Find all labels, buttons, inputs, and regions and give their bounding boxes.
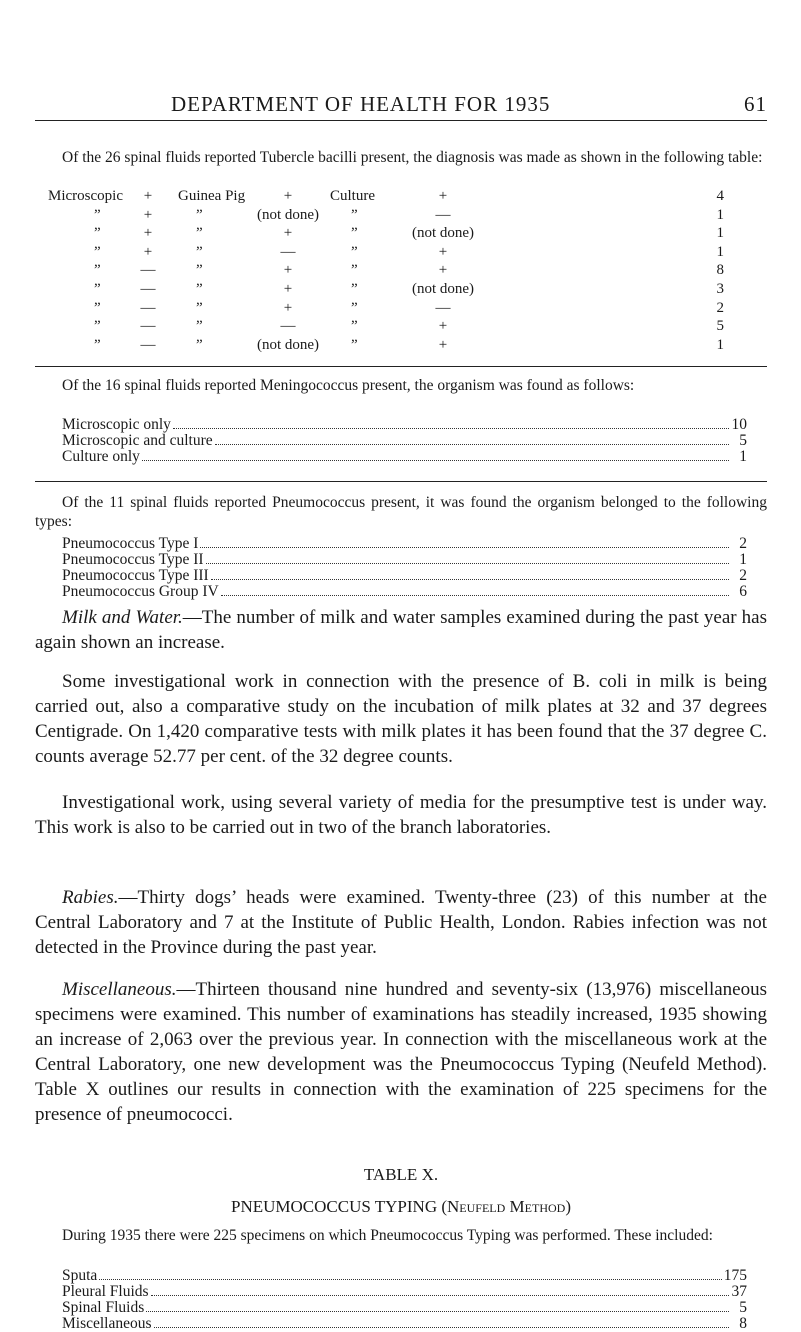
dot-leader — [206, 563, 729, 564]
tubercle-cell-m2: — — [140, 336, 156, 353]
tubercle-cell-c1: ” — [351, 318, 358, 335]
tubercle-cell-g2: (not done) — [256, 336, 320, 353]
tubercle-cell-c2: — — [435, 206, 451, 223]
tubercle-cell-g2: — — [280, 318, 296, 335]
tubercle-cell-n: 1 — [716, 336, 724, 353]
list-item — [62, 536, 747, 552]
tubercle-cell-n: 1 — [716, 206, 724, 223]
miscellaneous-heading: Miscellaneous. — [62, 979, 177, 1000]
section-rule-1 — [35, 366, 767, 367]
tubercle-cell-c2: + — [438, 336, 448, 353]
list-item-value: 1 — [739, 551, 747, 568]
tubercle-cell-m2: + — [143, 225, 153, 242]
tubercle-cell-m1: ” — [94, 243, 101, 260]
list-item-value: 5 — [739, 432, 747, 449]
list-item-label: Pleural Fluids — [62, 1283, 149, 1300]
tubercle-cell-n: 1 — [716, 243, 724, 260]
dot-leader — [211, 579, 729, 580]
tubercle-cell-m1: ” — [94, 206, 101, 223]
tubercle-cell-m1: ” — [94, 336, 101, 353]
list-item-label: Pneumococcus Group IV — [62, 583, 219, 600]
tubercle-cell-c1: ” — [351, 206, 358, 223]
list-item-value: 6 — [739, 583, 747, 600]
tubercle-cell-g1: Guinea Pig — [178, 188, 246, 204]
tubercle-cell-g1: ” — [196, 281, 203, 297]
tubercle-cell-g2: + — [283, 225, 293, 242]
list-item-value: 2 — [739, 535, 747, 552]
list-item-label: Microscopic only — [62, 416, 171, 433]
tubercle-cell-m2: — — [140, 318, 156, 335]
miscellaneous-text: —Thirteen thousand nine hundred and seventy-six (13,976) miscellaneous specimens were examined. This number of examinations has steadily increased, 1935 showing an increase of 2,063 over the previous year. In connection with the miscellaneous work at the Central Laboratory, one new development was the Pneumococcus Typing (Neufeld Method). Table X outlines our results in connection with the examination of 225 specimens for the presence of pneumococci. — [35, 979, 767, 1125]
tubercle-cell-g1: ” — [196, 206, 203, 223]
tubercle-cell-m2: — — [140, 262, 156, 279]
miscellaneous-paragraph — [35, 977, 767, 1127]
tubercle-cell-g1: ” — [196, 225, 203, 242]
list-item-value: 175 — [723, 1267, 747, 1284]
tubercle-cell-m1: ” — [94, 281, 101, 297]
list-item — [62, 449, 747, 465]
tubercle-cell-c1: ” — [351, 243, 358, 260]
list-item — [62, 417, 747, 433]
list-item — [62, 552, 747, 568]
rabies-paragraph — [35, 885, 767, 960]
tubercle-cell-c2: (not done) — [411, 281, 475, 297]
list-item — [62, 1284, 747, 1300]
tubercle-cell-n: 8 — [716, 262, 724, 279]
tubercle-cell-m1: ” — [94, 262, 101, 279]
tubercle-cell-c1: ” — [351, 225, 358, 242]
tubercle-cell-n: 5 — [716, 318, 724, 335]
list-item-label: Sputa — [62, 1267, 98, 1284]
list-item — [62, 433, 747, 449]
tubercle-cell-g1: ” — [196, 299, 203, 316]
tubercle-cell-c2: + — [438, 188, 448, 204]
tubercle-cell-g1: ” — [196, 262, 203, 279]
tubercle-cell-g2: + — [283, 262, 293, 279]
dot-leader — [173, 428, 729, 429]
list-item-label: Culture only — [62, 448, 140, 465]
tubercle-cell-c1: Culture — [330, 188, 375, 204]
list-item-label: Pneumococcus Type II — [62, 551, 204, 568]
pneumococcus-intro: Of the 11 spinal fluids reported Pneumococcus present, it was found the organism belonged to the following types: — [35, 494, 767, 530]
tubercle-table — [0, 188, 801, 358]
list-item-label: Spinal Fluids — [62, 1299, 145, 1316]
dot-leader — [146, 1311, 729, 1312]
tubercle-cell-c2: — — [435, 299, 451, 316]
list-item-value: 1 — [739, 448, 747, 465]
page-header — [35, 92, 767, 118]
dot-leader — [99, 1279, 721, 1280]
dot-leader — [142, 460, 729, 461]
tubercle-cell-m2: + — [143, 206, 153, 223]
tubercle-cell-g2: (not done) — [256, 206, 320, 223]
investigational-paragraph: Investigational work, using several variety of media for the presumptive test is under way. This work is also to be carried out in two of the branch laboratories. — [35, 792, 767, 838]
list-item — [62, 584, 747, 600]
table-x-intro: During 1935 there were 225 specimens on which Pneumococcus Typing was performed. These included: — [62, 1227, 713, 1244]
table-x-subtitle-main: PNEUMOCOCCUS TYPING — [231, 1197, 438, 1216]
tubercle-cell-n: 2 — [716, 299, 724, 316]
tubercle-cell-m1: Microscopic — [48, 188, 123, 204]
tubercle-intro: Of the 26 spinal fluids reported Tubercle bacilli present, the diagnosis was made as shown in the following table: — [62, 149, 763, 166]
tubercle-cell-c1: ” — [351, 262, 358, 279]
tubercle-cell-n: 4 — [716, 188, 724, 204]
dot-leader — [200, 547, 729, 548]
tubercle-cell-g1: ” — [196, 243, 203, 260]
rabies-text: —Thirty dogs’ heads were examined. Twenty-three (23) of this number at the Central Laboratory and 7 at the Institute of Public Health, London. Rabies infection was not detected in the Province during the past year. — [35, 887, 767, 958]
rabies-heading: Rabies. — [62, 887, 119, 908]
dot-leader — [151, 1295, 729, 1296]
tubercle-cell-c2: + — [438, 262, 448, 279]
list-item — [62, 1268, 747, 1284]
dot-leader — [221, 595, 729, 596]
tubercle-cell-m1: ” — [94, 318, 101, 335]
tubercle-cell-m2: — — [140, 299, 156, 316]
list-item-value: 37 — [731, 1283, 747, 1300]
tubercle-cell-n: 3 — [716, 281, 724, 297]
list-item-value: 5 — [739, 1299, 747, 1316]
tubercle-cell-g1: ” — [196, 336, 203, 353]
section-rule-2 — [35, 481, 767, 482]
list-item-label: Pneumococcus Type III — [62, 567, 209, 584]
list-item-value: 10 — [731, 416, 747, 433]
milk-water-text: —The number of milk and water samples examined during the past year has again shown an increase. — [35, 607, 767, 653]
meningococcus-intro: Of the 16 spinal fluids reported Meningococcus present, the organism was found as follows: — [62, 377, 635, 394]
bcoli-paragraph: Some investigational work in connection with the presence of B. coli in milk is being carried out, also a comparative study on the incubation of milk plates at 32 and 37 degrees Centigrade. On 1,420 comparative tests with milk plates it has been found that the 37 degree C. counts average 52.77 per cent. of the 32 degree counts. — [35, 671, 767, 767]
page-number: 61 — [744, 92, 767, 116]
tubercle-cell-c2: + — [438, 318, 448, 335]
tubercle-cell-n: 1 — [716, 225, 724, 242]
tubercle-cell-g2: + — [283, 281, 293, 297]
list-item-value: 2 — [739, 567, 747, 584]
pneumococcus-type-list — [62, 536, 747, 600]
tubercle-cell-m2: + — [143, 243, 153, 260]
table-x-subtitle — [35, 1197, 767, 1217]
tubercle-cell-m1: ” — [94, 299, 101, 316]
list-item-label: Pneumococcus Type I — [62, 535, 199, 552]
dot-leader — [154, 1327, 729, 1328]
tubercle-cell-c1: ” — [351, 336, 358, 353]
list-item — [62, 1300, 747, 1316]
table-x-subtitle-method: (Neufeld Method) — [441, 1197, 571, 1216]
page-title: DEPARTMENT OF HEALTH FOR 1935 — [171, 92, 551, 116]
milk-water-paragraph — [35, 605, 767, 655]
list-item — [62, 568, 747, 584]
tubercle-cell-g1: ” — [196, 318, 203, 335]
tubercle-cell-c2: (not done) — [411, 225, 475, 242]
tubercle-cell-c1: ” — [351, 281, 358, 297]
meningococcus-list — [62, 417, 747, 465]
list-item-value: 8 — [739, 1315, 747, 1332]
tubercle-cell-c1: ” — [351, 299, 358, 316]
tubercle-cell-g2: — — [280, 243, 296, 260]
list-item-label: Microscopic and culture — [62, 432, 213, 449]
table-x-title: TABLE X. — [363, 1165, 439, 1184]
tubercle-cell-c2: + — [438, 243, 448, 260]
tubercle-cell-m2: — — [140, 281, 156, 297]
list-item — [62, 1316, 747, 1332]
header-rule — [35, 120, 767, 121]
table-x-list — [62, 1268, 747, 1332]
list-item-label: Miscellaneous — [62, 1315, 152, 1332]
tubercle-cell-g2: + — [283, 188, 293, 204]
milk-water-heading: Milk and Water. — [62, 607, 183, 628]
tubercle-cell-m1: ” — [94, 225, 101, 242]
dot-leader — [215, 444, 729, 445]
tubercle-cell-g2: + — [283, 299, 293, 316]
tubercle-cell-m2: + — [143, 188, 153, 204]
